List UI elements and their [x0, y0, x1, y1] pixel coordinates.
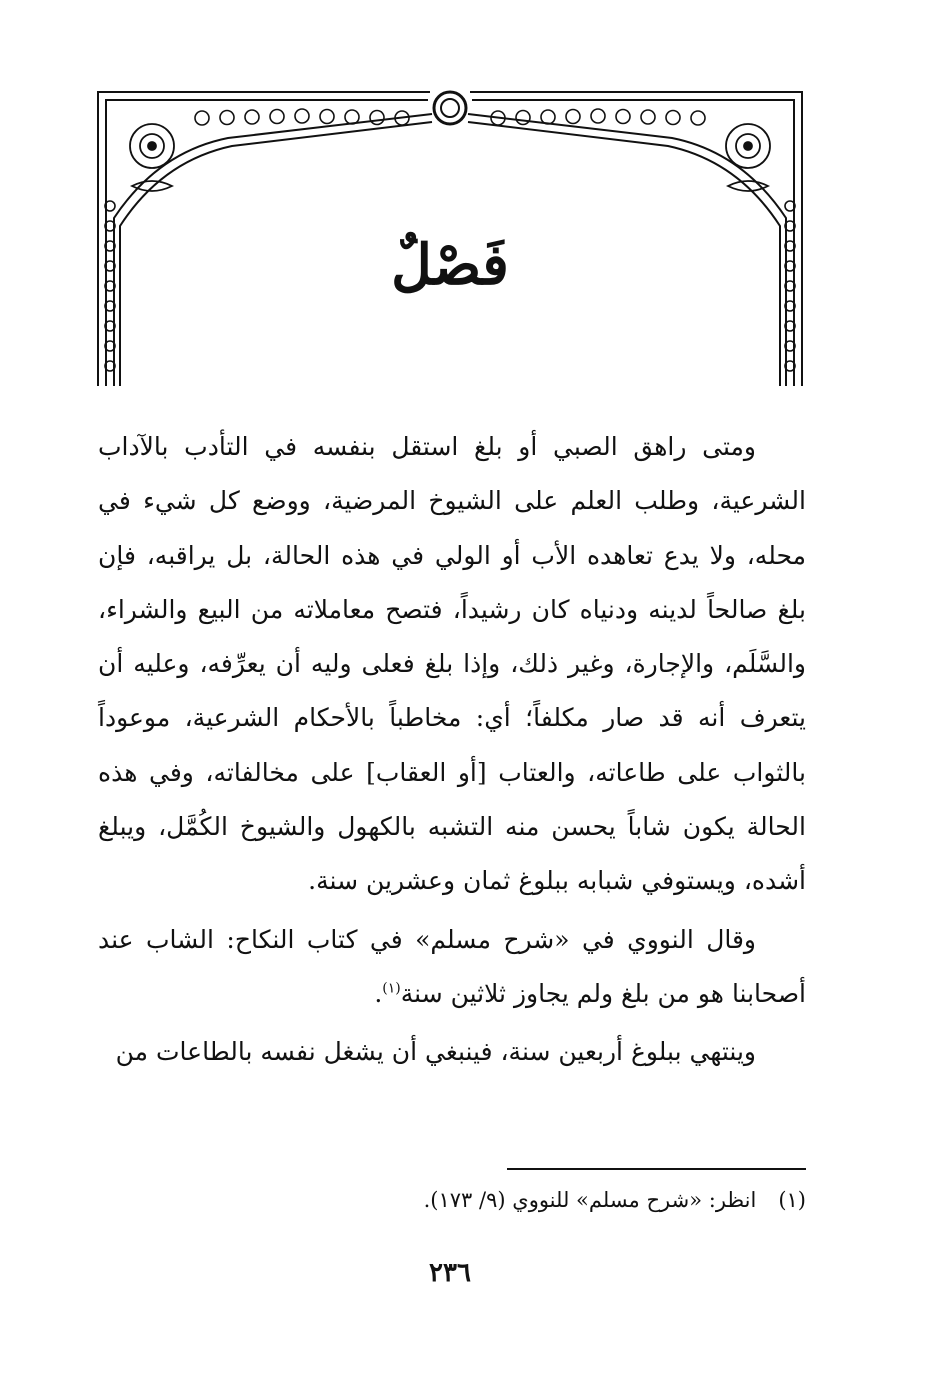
medallion-icon [434, 92, 466, 124]
chapter-title: فَصْلٌ [391, 232, 509, 298]
main-text [98, 420, 806, 1080]
paragraph-2-end: . [374, 978, 383, 1008]
paragraph-2-text: وقال النووي في «شرح مسلم» في كتاب النكاح: الشاب عند أصحابنا هو من بلغ ولم يجاوز ثلاثين سنة [98, 924, 806, 1008]
paragraph-2 [98, 913, 806, 1022]
paragraph-3: وينتهي ببلوغ أربعين سنة، فينبغي أن يشغل نفسه بالطاعات من [115, 1037, 756, 1067]
footnote [98, 1188, 806, 1212]
page-number: ٢٣٦ [429, 1258, 471, 1288]
footnote-separator [507, 1168, 806, 1170]
footnote-number: (١) [778, 1188, 806, 1212]
footnote-reference[interactable]: (١) [382, 980, 401, 997]
footnote-text: انظر: «شرح مسلم» للنووي (٩/ ١٧٣). [423, 1188, 757, 1212]
paragraph-1: ومتى راهق الصبي أو بلغ استقل بنفسه في التأدب بالآداب الشرعية، وطلب العلم على الشيوخ المرضية، ووضع كل شيء في محله، ولا يدع تعاهده الأب أو الولي في هذه الحالة، بل يراقبه، فإن بلغ صالحاً لدينه ودنياه كان رشيداً، فتصح معاملاته من البيع والشراء، والسَّلَم، والإجارة، وغير ذلك، وإذا بلغ فعلى وليه أن يعرِّفه، وعليه أن يتعرف أنه قد صار مكلفاً؛ أي: مخاطباً بالأحكام الشرعية، موعوداً بالثواب على طاعاته، والعتاب [أو العقاب] على مخالفاته، وفي هذه الحالة يكون شاباً يحسن منه التشبه بالكهول والشيوخ الكُمَّل، ويبلغ أشده، ويستوفي شبابه ببلوغ ثمان وعشرين سنة. [98, 432, 806, 896]
